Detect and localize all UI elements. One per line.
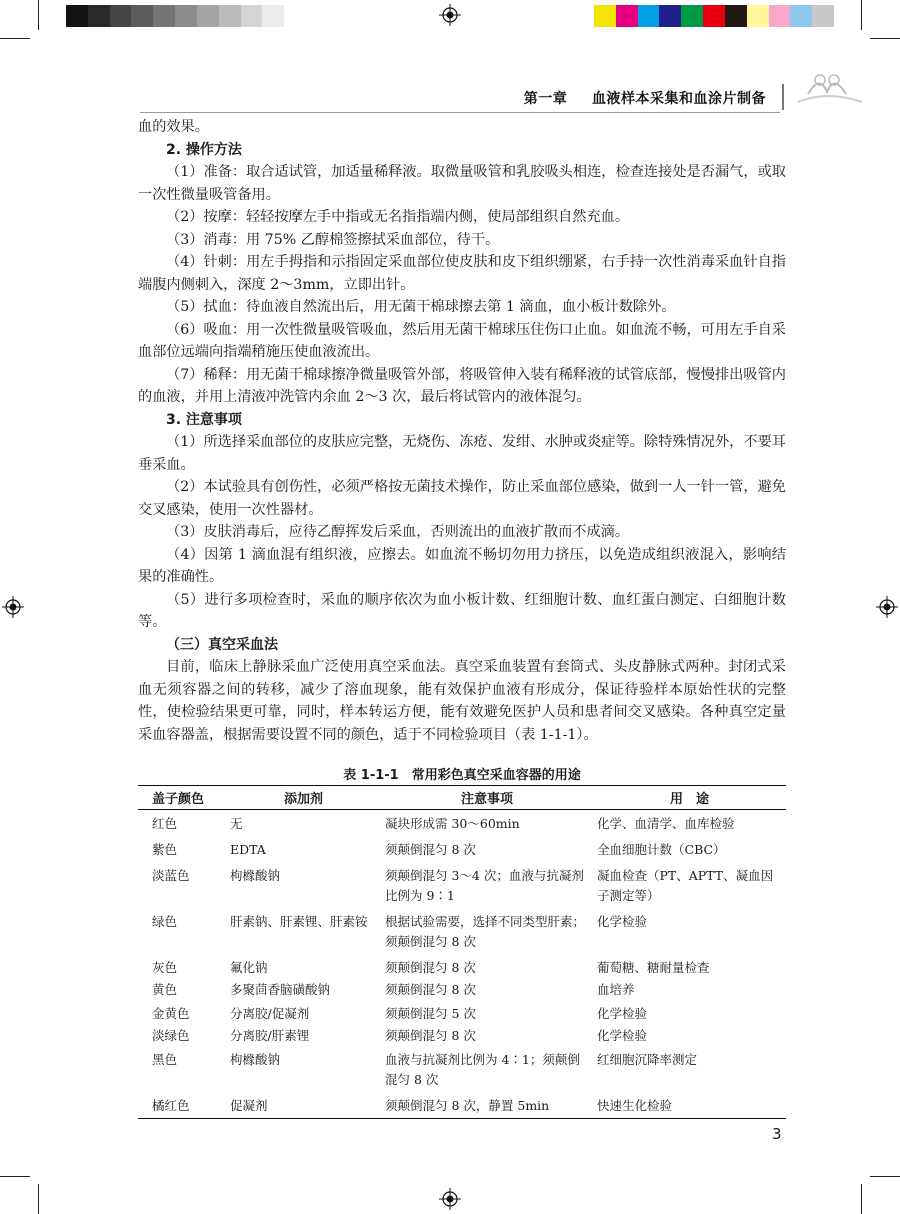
- paragraph: （4）因第 1 滴血混有组织液，应擦去。如血流不畅切勿用力挤压，以免造成组织液混入，影响结果的准确性。: [138, 546, 786, 585]
- gray-swatch: [110, 5, 132, 27]
- section-heading-vacuum: （三）真空采血法: [166, 636, 278, 653]
- table-row: [138, 908, 786, 954]
- column-header: 添加剂: [226, 786, 381, 810]
- table-cell: 凝块形成需 30～60min: [385, 816, 520, 831]
- table-cell: 绿色: [152, 914, 178, 929]
- paragraph: （5）拭血：待血液自然流出后，用无菌干棉球擦去第 1 滴血，血小板计数除外。: [166, 299, 676, 315]
- crop-mark: [861, 0, 862, 30]
- table-cell: 全血细胞计数（CBC）: [597, 842, 726, 857]
- table-cell: 促凝剂: [226, 1092, 381, 1119]
- blood-tube-table: [138, 785, 786, 1119]
- header-rule: [140, 112, 780, 113]
- gray-swatch: [175, 5, 197, 27]
- header-divider: [782, 84, 784, 110]
- table-cell: 化学、血清学、血库检验: [597, 816, 735, 831]
- table-cell: 须颠倒混匀 8 次: [385, 982, 476, 997]
- table-row: [138, 862, 786, 908]
- table-cell: 分离胶/促凝剂: [230, 1006, 310, 1021]
- table-cell: 氟化钠: [230, 960, 268, 975]
- gray-swatch: [241, 5, 263, 27]
- table-row: [138, 1000, 786, 1026]
- table-cell: 枸橼酸钠: [230, 868, 281, 883]
- gray-swatch: [88, 5, 110, 27]
- table-cell: 须颠倒混匀 8 次: [385, 960, 476, 975]
- table-row: [138, 836, 786, 862]
- paragraph: （3）皮肤消毒后，应待乙醇挥发后采血，否则流出的血液扩散而不成滴。: [166, 524, 630, 540]
- chapter-number: 第一章: [523, 91, 568, 107]
- table-cell: 快速生化检验: [593, 1092, 786, 1119]
- color-swatch: [769, 5, 791, 27]
- color-swatch: [681, 5, 703, 27]
- table-row: [138, 810, 786, 837]
- column-header: 用 途: [593, 786, 786, 810]
- table-caption: 表 1-1-1 常用彩色真空采血容器的用途: [343, 768, 581, 783]
- registration-mark-left-icon: [2, 596, 24, 618]
- paragraph: （1）所选择采血部位的皮肤应完整，无烧伤、冻疮、发绀、水肿或炎症等。除特殊情况外，不要耳垂采血。: [138, 434, 786, 473]
- table-cell: 金黄色: [152, 1006, 190, 1021]
- color-swatch: [747, 5, 769, 27]
- registration-mark-top-icon: [439, 4, 461, 26]
- table-cell: 化学检验: [597, 914, 648, 929]
- table-cell: 分离胶/肝素锂: [230, 1028, 310, 1043]
- table-cell: 红色: [152, 816, 178, 831]
- crop-mark: [0, 1176, 30, 1177]
- gray-swatch: [197, 5, 219, 27]
- registration-mark-right-icon: [876, 596, 898, 618]
- table-row: [138, 1046, 786, 1092]
- table-cell: 黄色: [152, 982, 178, 997]
- paragraph: （6）吸血：用一次性微量吸管吸血，然后用无菌干棉球压住伤口止血。如血流不畅，可用左手自采血部位远端向指端稍施压使血液流出。: [138, 321, 786, 360]
- color-swatch: [616, 5, 638, 27]
- table-cell: 须颠倒混匀 3～4 次；血液与抗凝剂比例为 9∶1: [385, 868, 584, 903]
- table-cell: 须颠倒混匀 8 次: [385, 1028, 476, 1043]
- paragraph: （1）准备：取合适试管，加适量稀释液。取微量吸管和乳胶吸头相连，检查连接处是否漏气，或取一次性微量吸管备用。: [138, 164, 786, 203]
- table-cell: 须颠倒混匀 5 次: [385, 1006, 476, 1021]
- column-header: 注意事项: [381, 786, 593, 810]
- color-swatch: [790, 5, 812, 27]
- table-cell: 红细胞沉降率测定: [597, 1052, 698, 1067]
- table-cell: 紫色: [152, 842, 178, 857]
- main-text: [138, 116, 786, 746]
- table-cell: 根据试验需要，选择不同类型肝素；须颠倒混匀 8 次: [385, 914, 586, 949]
- chapter-title: 血液样本采集和血涂片制备: [592, 91, 766, 107]
- table-cell: 凝血检查（PT、APTT、凝血因子测定等）: [597, 868, 774, 903]
- table-row: [138, 980, 786, 1000]
- crop-mark: [861, 1184, 862, 1214]
- table-cell: 血液与抗凝剂比例为 4∶1；须颠倒混匀 8 次: [385, 1052, 580, 1087]
- registration-mark-bottom-icon: [439, 1188, 461, 1210]
- paragraph: （2）按摩：轻轻按摩左手中指或无名指指端内侧，使局部组织自然充血。: [166, 209, 630, 225]
- paragraph: （5）进行多项检查时，采血的顺序依次为血小板计数、红细胞计数、血红蛋白测定、白细胞计数等。: [138, 591, 786, 630]
- table-cell: 淡绿色: [152, 1028, 190, 1043]
- color-swatch: [638, 5, 660, 27]
- crop-mark: [38, 1184, 39, 1214]
- table-cell: 须颠倒混匀 8 次，静置 5min: [381, 1092, 593, 1119]
- table-cell: 葡萄糖、糖耐量检查: [597, 960, 710, 975]
- table-cell: 须颠倒混匀 8 次: [385, 842, 476, 857]
- publisher-logo-icon: [790, 62, 870, 112]
- table-cell: 橘红色: [138, 1092, 226, 1119]
- color-swatch: [812, 5, 834, 27]
- table-cell: EDTA: [230, 842, 266, 857]
- crop-mark: [870, 1176, 900, 1177]
- color-swatch: [725, 5, 747, 27]
- running-header: [524, 88, 766, 108]
- page-number: 3: [772, 1125, 782, 1143]
- paragraph: （3）消毒：用 75% 乙醇棉签擦拭采血部位，待干。: [166, 231, 500, 248]
- table-cell: 血培养: [597, 982, 635, 997]
- paragraph: （2）本试验具有创伤性，必须严格按无菌技术操作，防止采血部位感染，做到一人一针一管，避免交叉感染，使用一次性器材。: [138, 479, 786, 518]
- table-cell: 无: [230, 816, 243, 831]
- paragraph: （4）针刺：用左手拇指和示指固定采血部位使皮肤和皮下组织绷紧，右手持一次性消毒采血针自指端腹内侧刺入，深度 2～3mm，立即出针。: [138, 254, 786, 293]
- crop-mark: [38, 0, 39, 30]
- crop-mark: [0, 38, 30, 39]
- gray-swatch: [219, 5, 241, 27]
- gray-swatch: [262, 5, 284, 27]
- table-header-row: [138, 786, 786, 810]
- table-row: [138, 1026, 786, 1046]
- table-cell: 化学检验: [597, 1028, 648, 1043]
- gray-swatch: [66, 5, 88, 27]
- color-swatch: [659, 5, 681, 27]
- table-cell: 肝素钠、肝素锂、肝素铵: [230, 914, 368, 929]
- gray-swatch: [284, 5, 306, 27]
- table-cell: 化学检验: [597, 1006, 648, 1021]
- table-cell: 淡蓝色: [152, 868, 190, 883]
- color-swatch: [703, 5, 725, 27]
- section-heading-notes: 3. 注意事项: [166, 411, 242, 428]
- gray-swatch: [153, 5, 175, 27]
- table-cell: 枸橼酸钠: [230, 1052, 281, 1067]
- color-swatch: [594, 5, 616, 27]
- color-calibration-strip: [594, 5, 834, 27]
- paragraph: 血的效果。: [138, 119, 209, 135]
- table-cell: 黑色: [152, 1052, 178, 1067]
- paragraph: （7）稀释：用无菌干棉球擦净微量吸管外部，将吸管伸入装有稀释液的试管底部，慢慢排出吸管内的血液，并用上清液冲洗管内余血 2～3 次，最后将试管内的液体混匀。: [138, 366, 786, 405]
- grayscale-calibration-strip: [66, 5, 306, 27]
- table-cell: 多聚茴香脑磺酸钠: [230, 982, 331, 997]
- paragraph: 目前，临床上静脉采血广泛使用真空采血法。真空采血装置有套筒式、头皮静脉式两种。封闭式采血无须容器之间的转移，减少了溶血现象，能有效保护血液有形成分，保证待验样本原始性状的完整性，使检验结果更可靠，同时，样本转运方便，能有效避免医护人员和患者间交叉感染。各种真空定量采血容器盖，根据需要设置不同的颜色，适于不同检验项目（表 1-1-1）。: [138, 659, 786, 743]
- crop-mark: [870, 38, 900, 39]
- table-row: [138, 954, 786, 980]
- table-cell: 灰色: [152, 960, 178, 975]
- section-heading-method: 2. 操作方法: [166, 141, 242, 158]
- column-header: 盖子颜色: [138, 786, 226, 810]
- table-row: [138, 1092, 786, 1119]
- gray-swatch: [131, 5, 153, 27]
